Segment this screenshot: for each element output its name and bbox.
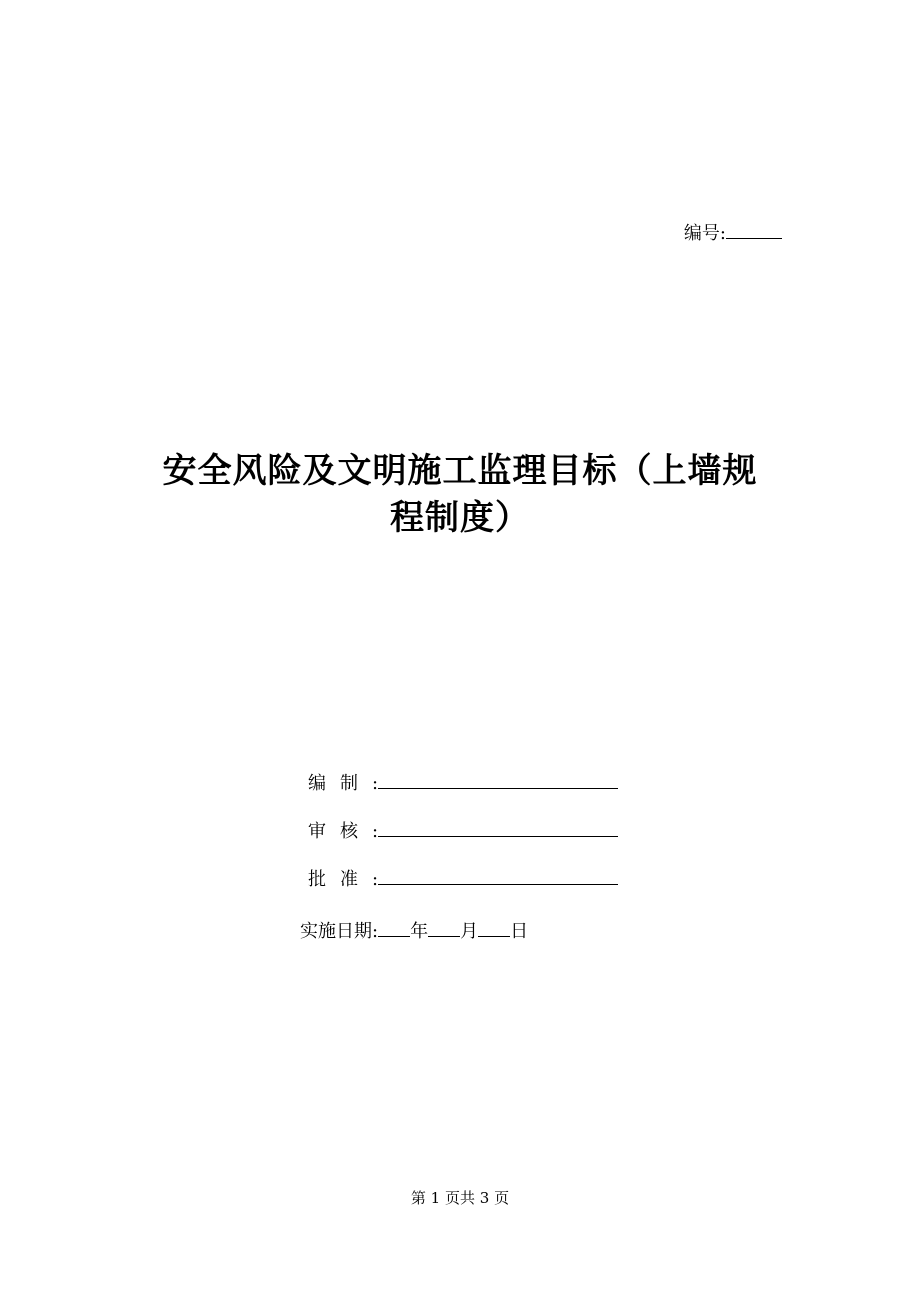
review-colon: : xyxy=(372,821,379,842)
year-label: 年 xyxy=(410,921,429,942)
review-blank xyxy=(378,835,618,837)
review-row xyxy=(308,820,618,868)
approve-label-char-1: 批 xyxy=(308,869,326,890)
page-count: 第 1 页共 3 页 xyxy=(410,1189,510,1207)
approve-label xyxy=(308,868,372,892)
document-number-label: 编号: xyxy=(683,223,726,244)
document-title-line-1: 安全风险及文明施工监理目标（上墙规 xyxy=(162,451,758,491)
year-blank xyxy=(378,935,410,937)
compile-blank xyxy=(378,787,618,789)
approve-row xyxy=(308,868,618,916)
compile-label-char-2: 制 xyxy=(340,773,358,794)
review-label-char-1: 审 xyxy=(308,821,326,842)
page-footer xyxy=(0,1188,920,1208)
month-blank xyxy=(428,935,460,937)
review-label xyxy=(308,820,372,844)
compile-label-char-1: 编 xyxy=(308,773,326,794)
compile-row xyxy=(308,772,618,820)
implementation-date xyxy=(300,920,528,944)
approve-colon: : xyxy=(372,869,379,890)
document-number-blank xyxy=(726,237,782,239)
document-number xyxy=(684,222,782,246)
review-label-char-2: 核 xyxy=(340,821,358,842)
compile-label xyxy=(308,772,372,796)
compile-colon: : xyxy=(372,773,379,794)
document-title xyxy=(140,448,780,542)
month-label: 月 xyxy=(460,921,479,942)
approve-label-char-2: 准 xyxy=(340,869,358,890)
implementation-date-label: 实施日期: xyxy=(300,921,379,942)
document-title-line-2: 程制度） xyxy=(390,498,530,538)
day-label: 日 xyxy=(510,921,529,942)
signoff-block xyxy=(308,772,618,916)
day-blank xyxy=(478,935,510,937)
approve-blank xyxy=(378,883,618,885)
